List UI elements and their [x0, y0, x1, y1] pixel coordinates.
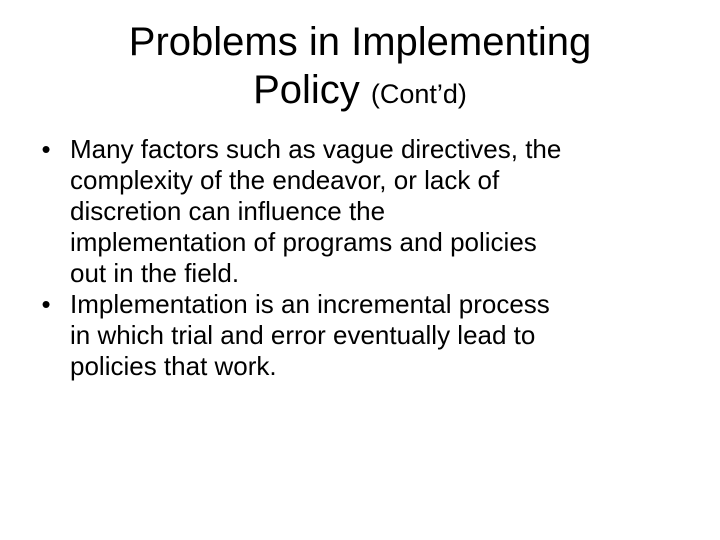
bullet-list [36, 134, 686, 382]
title-suffix: (Cont’d) [370, 79, 467, 109]
bullet-2-line-3: policies that work. [70, 351, 277, 381]
bullet-marker: • [41, 134, 51, 164]
bullet-1-line-3: discretion can influence the [70, 196, 386, 226]
bullet-marker: • [41, 289, 51, 319]
bullet-1-line-5: out in the field. [70, 258, 240, 288]
bullet-2-line-1: Implementation is an incremental process [70, 289, 550, 319]
slide-title [0, 18, 720, 118]
bullet-item-2 [36, 289, 686, 382]
title-main: Policy [253, 68, 360, 112]
bullet-item-1 [36, 134, 686, 289]
title-line-1: Problems in Implementing [128, 20, 592, 64]
bullet-1-line-1: Many factors such as vague directives, the [70, 134, 562, 164]
bullet-2-line-2: in which trial and error eventually lead to [70, 320, 536, 350]
title-line-2 [0, 66, 720, 118]
bullet-1-line-4: implementation of programs and policies [70, 227, 537, 257]
bullet-1-line-2: complexity of the endeavor, or lack of [70, 165, 500, 195]
